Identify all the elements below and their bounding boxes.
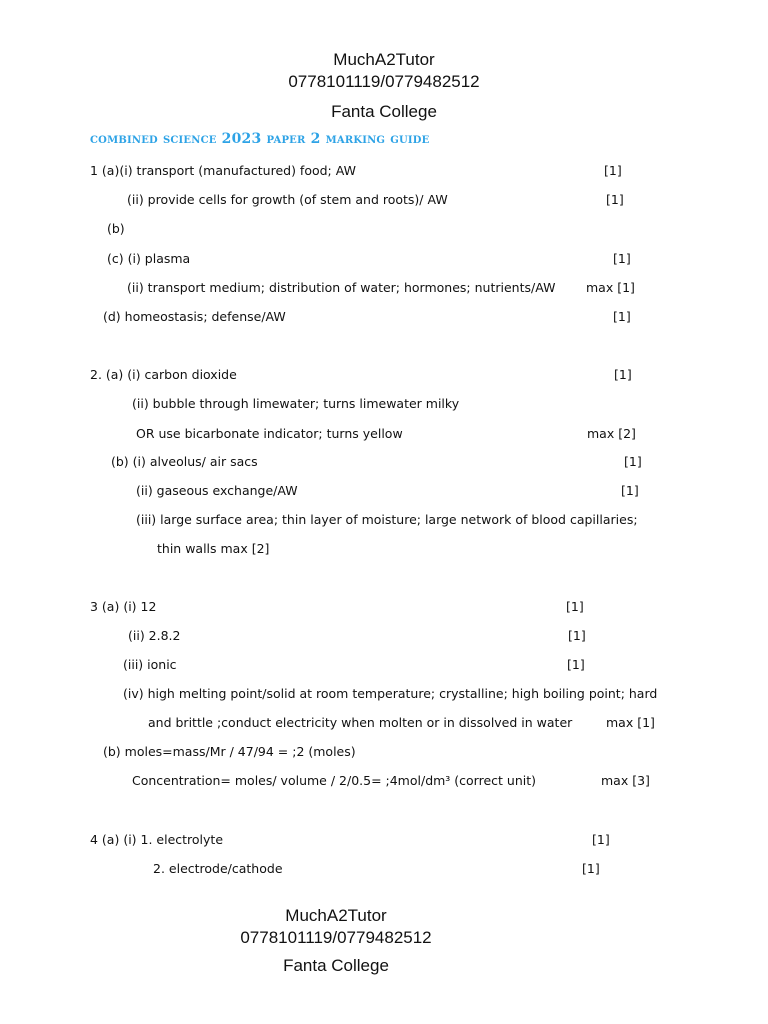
footer-college: Fanta College xyxy=(283,956,389,975)
q1-c-ii-mark: max [1] xyxy=(586,280,635,295)
q2-b-iii: (iii) large surface area; thin layer of moisture; large network of blood capillaries; xyxy=(136,512,638,527)
q2-b-ii-mark: [1] xyxy=(621,483,639,498)
q3-b: (b) moles=mass/Mr / 47/94 = ;2 (moles) xyxy=(103,744,356,759)
q2-b-i: (b) (i) alveolus/ air sacs xyxy=(111,454,258,469)
q4-a-i-2: 2. electrode/cathode xyxy=(153,861,283,876)
q3-b-mark: max [3] xyxy=(601,773,650,788)
q3-a-i-mark: [1] xyxy=(566,599,584,614)
q4-a-i-1-mark: [1] xyxy=(592,832,610,847)
footer-phones: 0778101119/0779482512 xyxy=(240,928,432,947)
header-tutor: MuchA2Tutor xyxy=(333,50,435,69)
q2-b-iii-cont: thin walls max [2] xyxy=(157,541,270,556)
q4-a-i-1: 4 (a) (i) 1. electrolyte xyxy=(90,832,224,847)
q3-a-ii-mark: [1] xyxy=(568,628,586,643)
q1-d-mark: [1] xyxy=(613,309,631,324)
q2-a-i: 2. (a) (i) carbon dioxide xyxy=(90,367,237,382)
q3-a-iii: (iii) ionic xyxy=(123,657,177,672)
header-college: Fanta College xyxy=(331,102,437,121)
q1-a-ii: (ii) provide cells for growth (of stem and roots)/ AW xyxy=(127,192,448,207)
q2-a-ii-mark: max [2] xyxy=(587,426,636,441)
q4-a-i-2-mark: [1] xyxy=(582,861,600,876)
q1-a-i: 1 (a)(i) transport (manufactured) food; AW xyxy=(90,163,356,178)
page-title: combined science 2023 paper 2 marking guide xyxy=(90,131,430,147)
q1-c-i: (c) (i) plasma xyxy=(107,251,191,266)
q2-a-ii: (ii) bubble through limewater; turns limewater milky xyxy=(132,396,460,411)
q3-a-iv: (iv) high melting point/solid at room temperature; crystalline; high boiling point; hard xyxy=(123,686,658,701)
q1-c-i-mark: [1] xyxy=(613,251,631,266)
q1-a-ii-mark: [1] xyxy=(606,192,624,207)
q3-a-ii: (ii) 2.8.2 xyxy=(128,628,181,643)
q1-c-ii: (ii) transport medium; distribution of water; hormones; nutrients/AW xyxy=(127,280,556,295)
q3-a-iii-mark: [1] xyxy=(567,657,585,672)
q1-a-i-mark: [1] xyxy=(604,163,622,178)
q3-a-i: 3 (a) (i) 12 xyxy=(90,599,157,614)
q2-a-ii-or: OR use bicarbonate indicator; turns yellow xyxy=(136,426,403,441)
q3-b-conc: Concentration= moles/ volume / 2/0.5= ;4mol/dm³ (correct unit) xyxy=(132,773,536,788)
q2-b-i-mark: [1] xyxy=(624,454,642,469)
header-phones: 0778101119/0779482512 xyxy=(288,72,480,91)
q2-a-i-mark: [1] xyxy=(614,367,632,382)
q1-b: (b) xyxy=(107,221,125,236)
q2-b-ii: (ii) gaseous exchange/AW xyxy=(136,483,298,498)
q3-a-iv-cont: and brittle ;conduct electricity when molten or in dissolved in water xyxy=(148,715,573,730)
q1-d: (d) homeostasis; defense/AW xyxy=(103,309,286,324)
q3-a-iv-mark: max [1] xyxy=(606,715,655,730)
footer-tutor: MuchA2Tutor xyxy=(285,906,387,925)
